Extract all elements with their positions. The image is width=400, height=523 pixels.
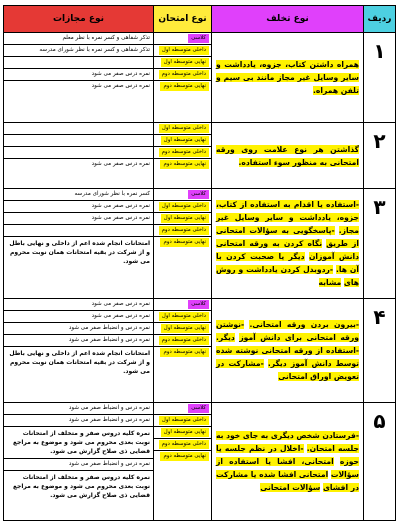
description-line: تلفن همراه. xyxy=(313,86,359,95)
exam-type-item xyxy=(154,201,211,213)
punishment-list xyxy=(4,33,154,123)
row-number: ۵ xyxy=(364,403,396,521)
exam-type-item xyxy=(154,33,211,45)
exam-type-item xyxy=(154,69,211,81)
exam-type-item xyxy=(154,347,211,358)
punishment-item: نمره کلیه دروس صفر و متخلف از امتحانات نوبت بعدی محروم می شود و موضوع به مراجع قضایی ذی صلاح گزارش می شود. xyxy=(4,427,153,459)
description-line: نگاه کردن به ورقه امتحانی دانش آموزان xyxy=(216,239,359,261)
exam-type-label: نهایی متوسطه دوم xyxy=(160,238,209,247)
exam-type-item xyxy=(154,225,211,237)
description-line: جزوه، یادداشت و سایر وسایل غیر مجاز. xyxy=(216,213,359,235)
description-line: -مشارکت در تعویض اوراق امتحانی xyxy=(216,359,359,381)
punishment-item: نمره کلیه دروس صفر و متخلف از امتحانات نوبت بعدی محروم می شود و موضوع به مراجع قضایی ذی صلاح گزارش می شود. xyxy=(12,474,150,499)
punishment-list xyxy=(4,123,154,189)
table-row xyxy=(4,33,396,123)
exam-type-label: داخلی متوسطه دوم xyxy=(159,226,209,235)
exam-type-label: کلاسی xyxy=(188,34,209,43)
description-line: -فرستادن شخص دیگری به جای خود به xyxy=(216,431,359,440)
description-line: دیگر یا صحبت کردن با آن ها. xyxy=(216,252,359,274)
description-line: جلسه امتحان. xyxy=(306,444,359,453)
table-row xyxy=(4,123,396,189)
description-line: -ردوبدل کردن یادداشت و روش های xyxy=(216,265,359,287)
description-line: مشابه xyxy=(318,278,342,287)
punishment-item: نمره درس و انضباط صفر می شود xyxy=(4,403,153,415)
row-number: ۴ xyxy=(364,299,396,403)
violation-description xyxy=(212,189,364,299)
punishment-item xyxy=(4,147,153,159)
description-line: -نوشتن ورقه امتحانی برای دانش آموز xyxy=(216,320,359,342)
header-violation-type: نوع تخلف xyxy=(212,6,364,33)
violation-description xyxy=(212,299,364,403)
row-number: ۳ xyxy=(364,189,396,299)
exam-type-item xyxy=(154,159,211,170)
exam-type-item xyxy=(154,189,211,201)
punishment-item: نمره درس و انضباط صفر می شود xyxy=(4,323,153,335)
punishment-item: امتحانات انجام شده اعم از داخلی و نهایی باطل و از شرکت در بقیه امتحانات همان نوبت محروم می شود. xyxy=(9,240,150,265)
punishment-item xyxy=(4,57,153,69)
punishment-item: تذکر شفاهی و کسر نمره با نظر شورای مدرسه xyxy=(4,45,153,57)
exam-type-label: نهایی متوسطه اول xyxy=(161,428,209,437)
exam-type-item xyxy=(154,135,211,147)
punishment-item: نمره درس صفر می شود xyxy=(4,213,153,225)
punishment-item: کسر نمره با نظر شورای مدرسه xyxy=(4,189,153,201)
exam-type-item xyxy=(154,451,211,462)
exam-type-label: کلاسی xyxy=(188,300,209,309)
punishment-list xyxy=(4,403,154,521)
description-line: همراه داشتن کتاب، جزوه، یادداشت و xyxy=(216,60,359,69)
exam-type-item xyxy=(154,335,211,347)
punishment-item: نمره درس و انضباط صفر می شود xyxy=(4,335,153,347)
header-radif: ردیف xyxy=(364,6,396,33)
description-line: سؤالات امتحانی xyxy=(260,483,321,492)
exam-type-label: نهایی متوسطه اول xyxy=(161,324,209,333)
table-body xyxy=(4,33,396,521)
exam-type-item xyxy=(154,237,211,248)
exam-type-item xyxy=(154,123,211,135)
violation-description xyxy=(212,403,364,521)
exam-type-label: نهایی متوسطه دوم xyxy=(160,452,209,461)
exam-type-label: داخلی متوسطه اول xyxy=(159,124,209,133)
violation-description xyxy=(212,123,364,189)
exam-type-label: داخلی متوسطه اول xyxy=(159,46,209,55)
exam-type-item xyxy=(154,403,211,415)
header-punishment: نوع مجازات xyxy=(4,6,154,33)
exam-type-list xyxy=(154,189,212,299)
exam-type-item xyxy=(154,147,211,159)
punishment-list xyxy=(4,299,154,403)
violations-sheet xyxy=(4,5,396,513)
description-line: -بیرون بردن ورقه امتحانی. xyxy=(249,320,359,329)
exam-type-item xyxy=(154,299,211,311)
punishment-item xyxy=(4,225,153,237)
description-line: دیگر. xyxy=(216,333,235,342)
punishment-item: نمره درس صفر می شود xyxy=(91,83,150,89)
punishment-item: نمره درس صفر می شود xyxy=(4,69,153,81)
exam-type-label: نهایی متوسطه دوم xyxy=(160,348,209,357)
violation-description xyxy=(212,33,364,123)
row-number: ۱ xyxy=(364,33,396,123)
table-row xyxy=(4,403,396,521)
exam-type-label: داخلی متوسطه دوم xyxy=(159,148,209,157)
punishment-item: نمره درس و انضباط صفر می شود xyxy=(4,415,153,427)
exam-type-list xyxy=(154,403,212,521)
punishment-item: نمره درس صفر می شود xyxy=(4,201,153,213)
description-line: -استفاده یا اقدام به استفاده از کتاب، xyxy=(216,200,359,209)
exam-type-label: نهایی متوسطه دوم xyxy=(160,82,209,91)
exam-type-item xyxy=(154,57,211,69)
description-line: توسط دانش آموز دیگر. xyxy=(267,359,359,368)
description-line: امتحانی به منظور سوء استفاده. xyxy=(238,157,359,167)
exam-type-item xyxy=(154,427,211,439)
punishment-list xyxy=(4,189,154,299)
exam-type-label: داخلی متوسطه دوم xyxy=(159,336,209,345)
table-row xyxy=(4,299,396,403)
exam-type-item xyxy=(154,45,211,57)
exam-type-label: نهایی متوسطه اول xyxy=(161,58,209,67)
exam-type-list xyxy=(154,123,212,189)
punishment-item xyxy=(4,123,153,135)
violations-table xyxy=(3,5,396,521)
description-line: امتحانی، افشا یا استفاده از سؤالات xyxy=(216,457,359,479)
table-row xyxy=(4,189,396,299)
description-line: -اخلال در نظم جلسه یا حوزه xyxy=(216,444,359,466)
punishment-item: نمره درس و انضباط صفر می شود xyxy=(4,459,153,471)
punishment-item: امتحانات انجام شده اعم از داخلی و نهایی باطل و از شرکت در بقیه امتحانات همان نوبت محروم می شود. xyxy=(9,350,150,375)
description-line: -پاسخگویی به سؤالات امتحانی از طریق xyxy=(216,226,359,248)
row-number: ۲ xyxy=(364,123,396,189)
exam-type-label: داخلی متوسطه دوم xyxy=(159,70,209,79)
exam-type-item xyxy=(154,323,211,335)
exam-type-item xyxy=(154,439,211,451)
header-row xyxy=(4,6,396,33)
punishment-item: نمره درس صفر می شود xyxy=(4,311,153,323)
exam-type-label: داخلی متوسطه دوم xyxy=(159,440,209,449)
exam-type-label: نهایی متوسطه اول xyxy=(161,214,209,223)
exam-type-item xyxy=(154,415,211,427)
exam-type-item xyxy=(154,213,211,225)
punishment-item: تذکر شفاهی و کسر نمره با نظر معلم xyxy=(4,33,153,45)
exam-type-label: کلاسی xyxy=(188,404,209,413)
exam-type-label: نهایی متوسطه اول xyxy=(161,136,209,145)
description-line: سایر وسایل غیر مجاز مانند بی سیم و xyxy=(216,73,359,82)
exam-type-label: داخلی متوسطه اول xyxy=(159,416,209,425)
description-line: امتحانی افشا شده یا مشارکت در افشای xyxy=(216,470,359,492)
description-line: گذاشتن هر نوع علامت روی ورقه xyxy=(216,144,359,154)
description-line: -استفاده از ورقه امتحانی نوشته شده xyxy=(216,346,359,355)
punishment-item xyxy=(4,135,153,147)
exam-type-label: داخلی متوسطه اول xyxy=(159,202,209,211)
exam-type-list xyxy=(154,299,212,403)
header-exam-type: نوع امتحان xyxy=(154,6,212,33)
exam-type-label: داخلی متوسطه اول xyxy=(159,312,209,321)
exam-type-item xyxy=(154,311,211,323)
exam-type-label: نهایی متوسطه دوم xyxy=(160,160,209,169)
exam-type-label: کلاسی xyxy=(188,190,209,199)
punishment-item: نمره درس صفر می شود xyxy=(4,299,153,311)
exam-type-item xyxy=(154,81,211,92)
exam-type-list xyxy=(154,33,212,123)
punishment-item: نمره درس صفر می شود xyxy=(91,161,150,167)
